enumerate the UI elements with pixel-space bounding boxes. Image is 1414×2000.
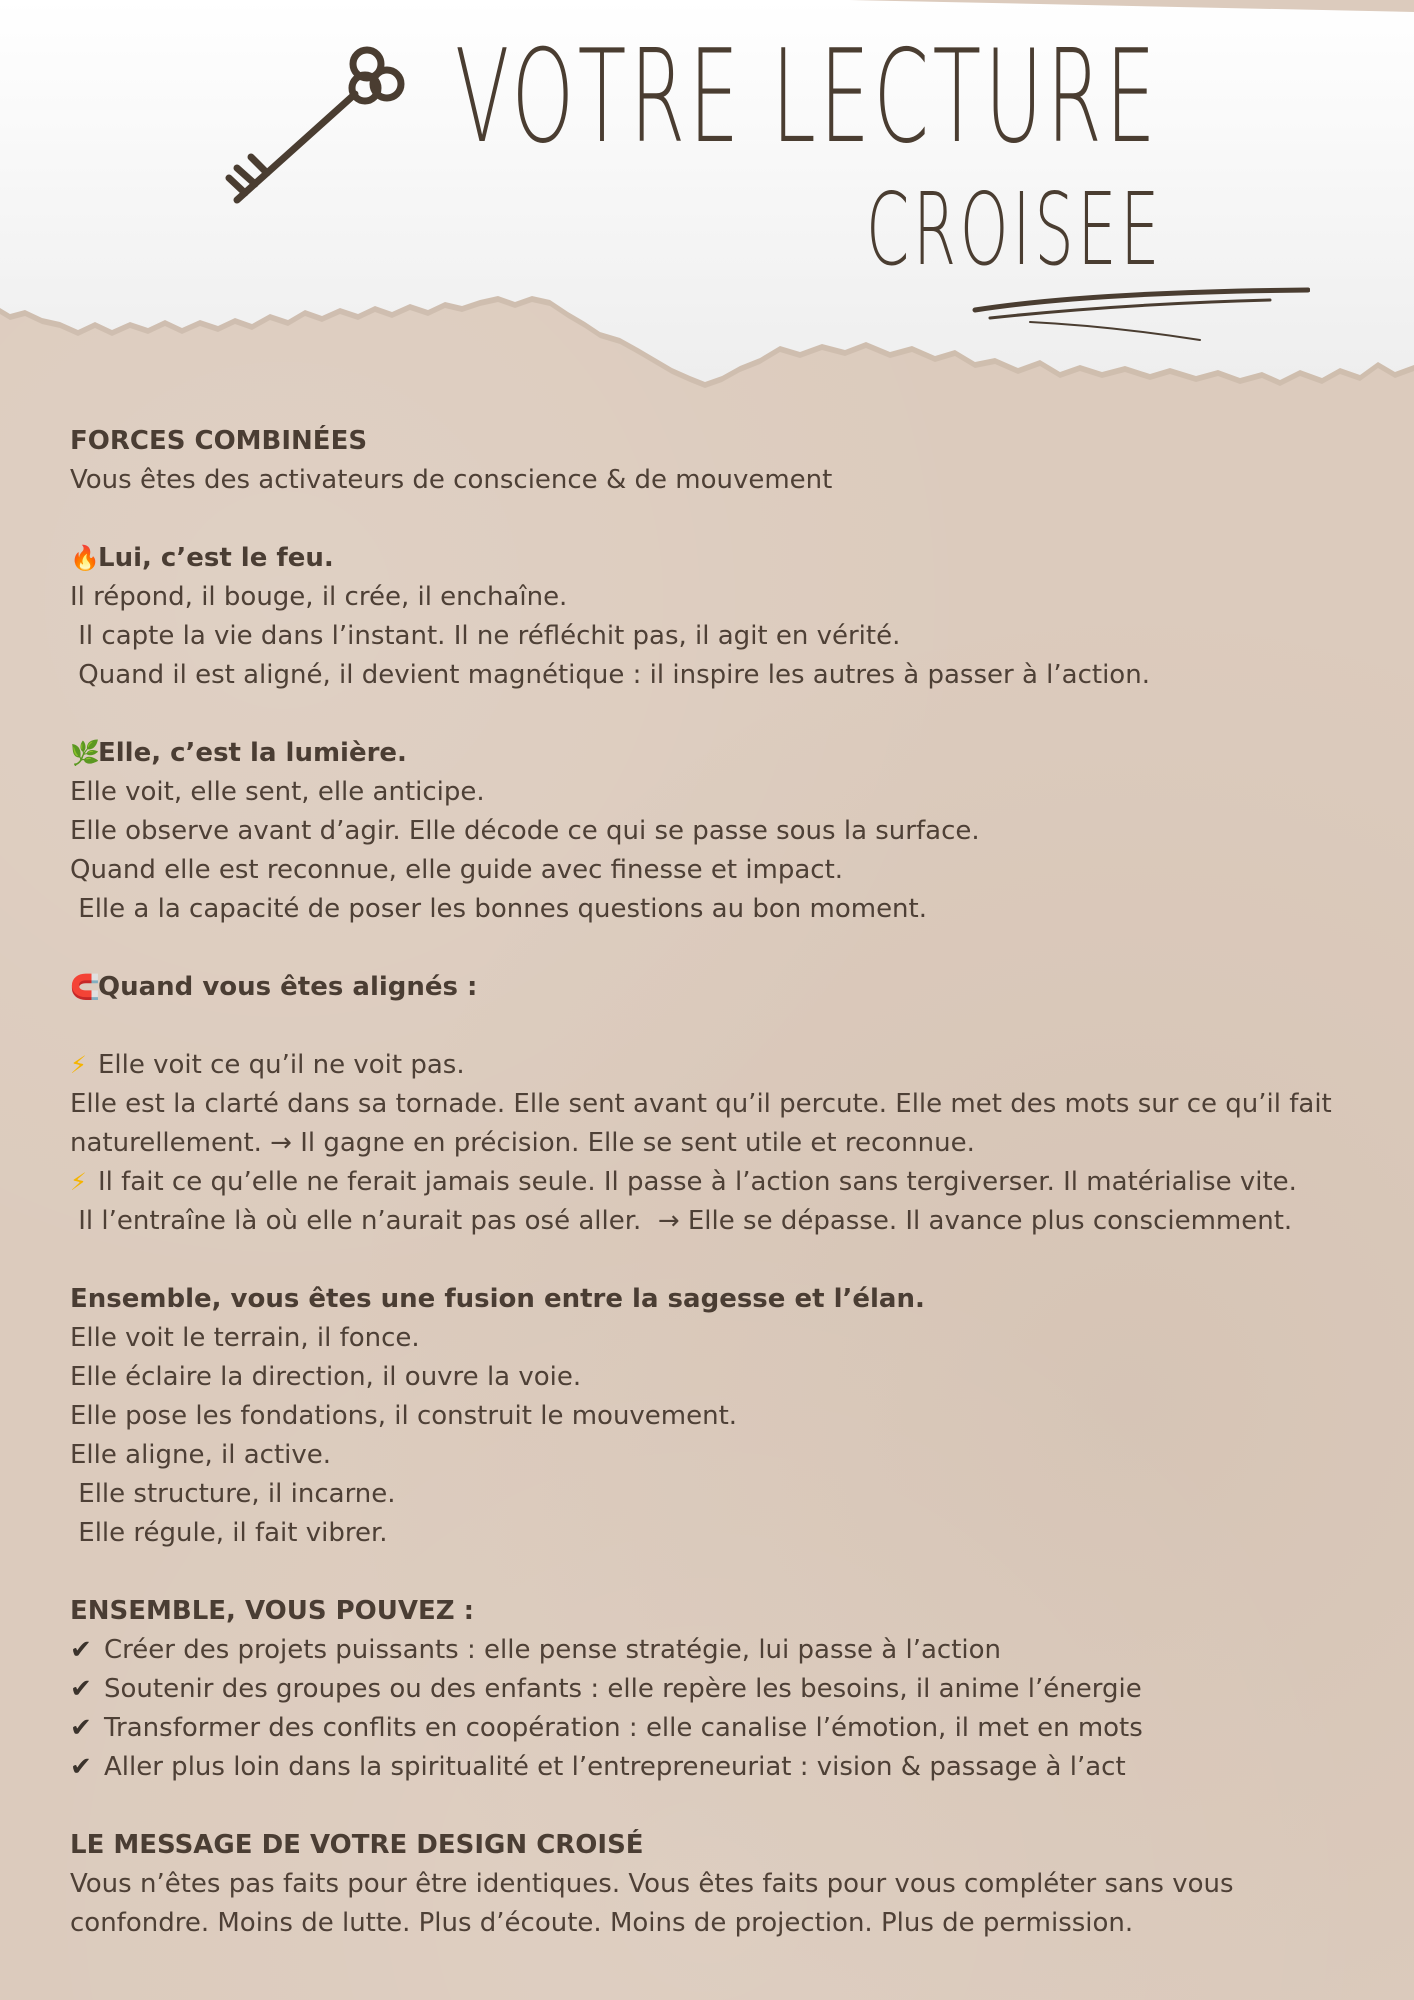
- header: [0, 0, 1414, 400]
- magnet-icon: 🧲: [70, 973, 100, 1001]
- fire-icon: 🔥: [70, 544, 100, 572]
- ensemble-line: Elle éclaire la direction, il ouvre la voie.: [70, 1362, 582, 1392]
- elle-line: Elle observe avant d’agir. Elle décode ce qui se passe sous la surface.: [70, 816, 980, 846]
- ensemble-line: Elle structure, il incarne.: [70, 1479, 396, 1509]
- key-icon: [215, 42, 405, 212]
- alignes-line: ⚡ Il fait ce qu’elle ne ferait jamais seule. Il passe à l’action sans tergiverser. Il matérialise vite.: [70, 1163, 1360, 1202]
- ensemble-line: Elle pose les fondations, il construit le mouvement.: [70, 1401, 738, 1431]
- ensemble-line: Elle aligne, il active.: [70, 1440, 332, 1470]
- herb-icon: 🌿: [70, 739, 100, 767]
- lui-line: Il répond, il bouge, il crée, il enchaîne.: [70, 582, 568, 612]
- elle-line: Quand elle est reconnue, elle guide avec finesse et impact.: [70, 855, 844, 885]
- message-line: confondre. Moins de lutte. Plus d’écoute. Moins de projection. Plus de permission.: [70, 1908, 1134, 1938]
- list-item: ✔ Transformer des conflits en coopération : elle canalise l’émotion, il met en mots: [70, 1709, 1360, 1748]
- section-heading-alignes: 🧲Quand vous êtes alignés :: [70, 968, 1360, 1007]
- ensemble-line: Elle régule, il fait vibrer.: [70, 1518, 388, 1548]
- section-heading-ensemble: Ensemble, vous êtes une fusion entre la sagesse et l’élan.: [70, 1284, 925, 1314]
- checkmark-icon: ✔: [70, 1635, 92, 1665]
- section-heading-elle: 🌿Elle, c’est la lumière.: [70, 734, 1360, 773]
- checkmark-icon: ✔: [70, 1752, 92, 1782]
- message-line: Vous n’êtes pas faits pour être identiques. Vous êtes faits pour vous compléter sans vous: [70, 1869, 1234, 1899]
- list-item: ✔ Créer des projets puissants : elle pense stratégie, lui passe à l’action: [70, 1631, 1360, 1670]
- alignes-line: naturellement. → Il gagne en précision. Elle se sent utile et reconnue.: [70, 1128, 975, 1158]
- checkmark-icon: ✔: [70, 1674, 92, 1704]
- section-heading-message: LE MESSAGE DE VOTRE DESIGN CROISÉ: [70, 1830, 644, 1860]
- lui-line: Il capte la vie dans l’instant. Il ne réfléchit pas, il agit en vérité.: [70, 621, 901, 651]
- lightning-icon: ⚡: [70, 1168, 87, 1196]
- ensemble-line: Elle voit le terrain, il fonce.: [70, 1323, 420, 1353]
- alignes-line: Il l’entraîne là où elle n’aurait pas osé aller. → Elle se dépasse. Il avance plus consciemment.: [70, 1206, 1293, 1236]
- page-subtitle: CROISEE: [866, 171, 1164, 288]
- elle-line: Elle a la capacité de poser les bonnes questions au bon moment.: [70, 894, 927, 924]
- lui-line: Quand il est aligné, il devient magnétique : il inspire les autres à passer à l’action.: [70, 660, 1150, 690]
- lightning-icon: ⚡: [70, 1051, 87, 1079]
- elle-line: Elle voit, elle sent, elle anticipe.: [70, 777, 485, 807]
- reading-content: [70, 422, 1360, 1943]
- alignes-line: Elle est la clarté dans sa tornade. Elle sent avant qu’il percute. Elle met des mots sur ce qu’il fait: [70, 1089, 1332, 1119]
- section-heading-lui: 🔥Lui, c’est le feu.: [70, 539, 1360, 578]
- title-underline-stroke: [970, 282, 1310, 342]
- list-item: ✔ Aller plus loin dans la spiritualité et l’entrepreneuriat : vision & passage à l’act: [70, 1748, 1360, 1787]
- section-heading-forces: FORCES COMBINÉES: [70, 426, 368, 456]
- page-title: VOTRE LECTURE: [455, 23, 1160, 172]
- forces-text: Vous êtes des activateurs de conscience & de mouvement: [70, 465, 833, 495]
- list-item: ✔ Soutenir des groupes ou des enfants : elle repère les besoins, il anime l’énergie: [70, 1670, 1360, 1709]
- section-heading-pouvez: ENSEMBLE, VOUS POUVEZ :: [70, 1596, 475, 1626]
- checkmark-icon: ✔: [70, 1713, 92, 1743]
- alignes-line: ⚡ Elle voit ce qu’il ne voit pas.: [70, 1046, 1360, 1085]
